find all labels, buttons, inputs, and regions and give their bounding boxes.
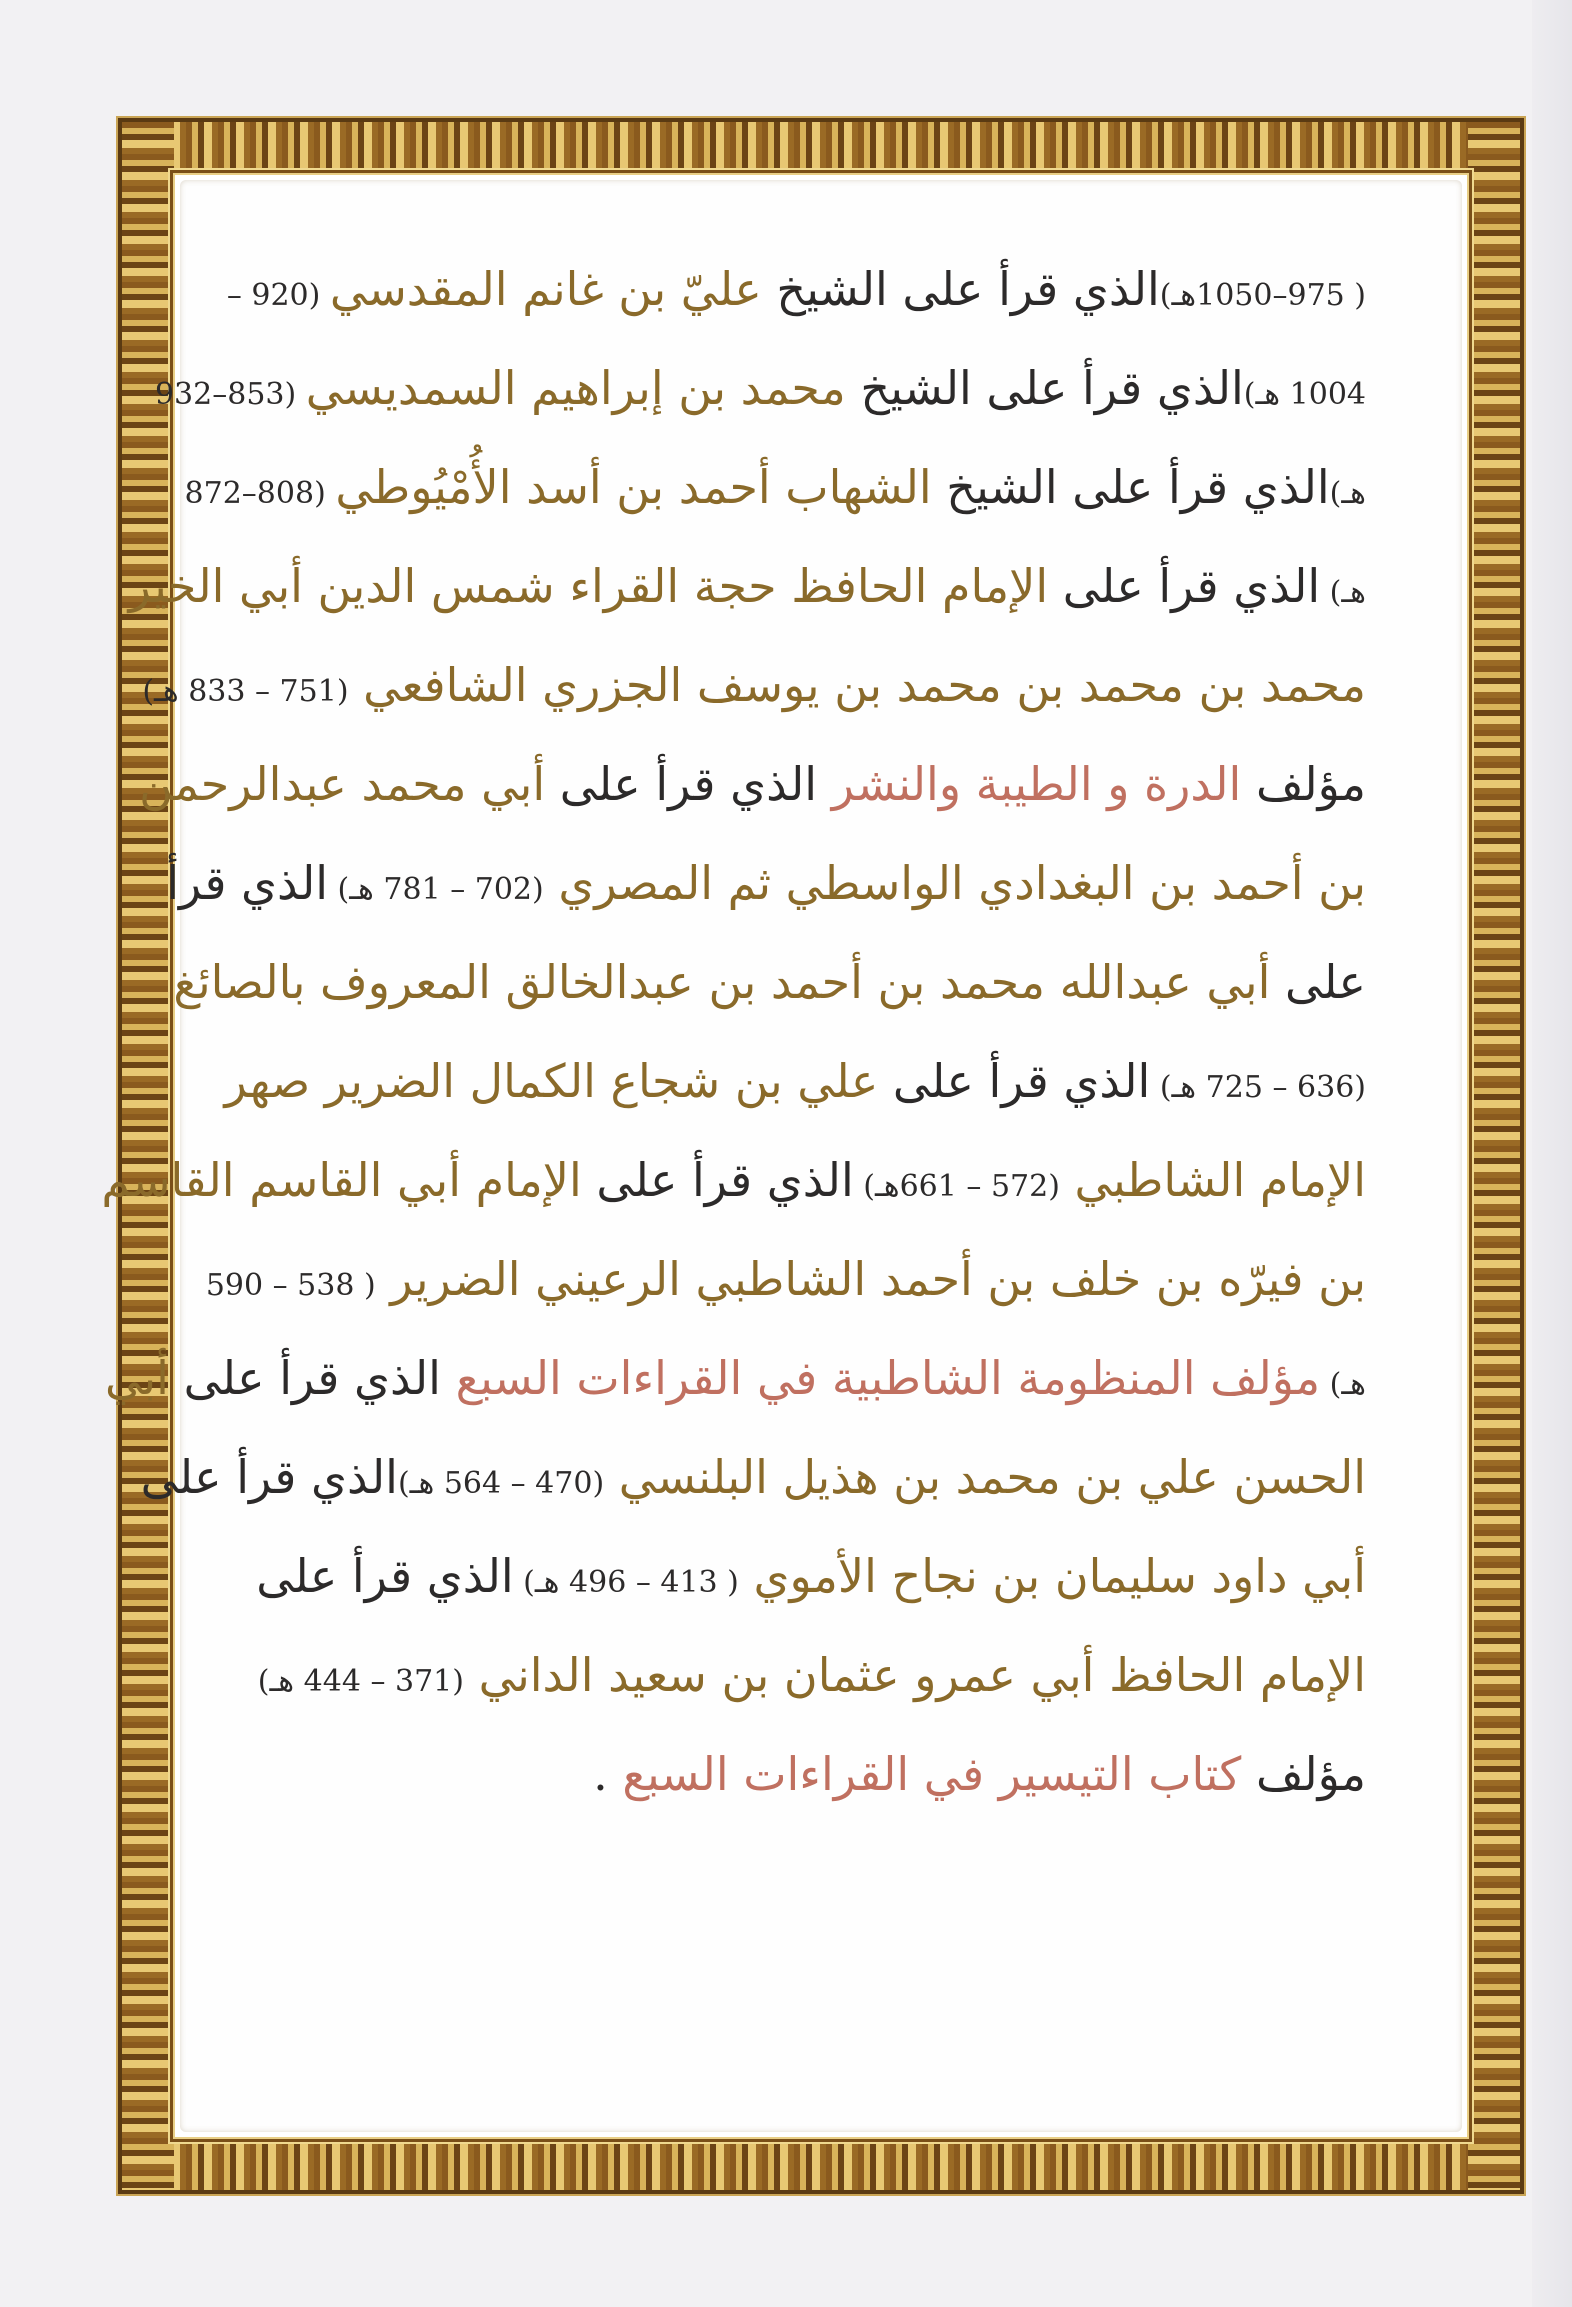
text-segment: مؤلف xyxy=(1241,1747,1366,1801)
date-range: (636 – 725 هـ) xyxy=(1150,1070,1366,1105)
text-line xyxy=(226,240,1366,339)
text-segment: الذي قرأ على الشيخ xyxy=(845,361,1244,415)
text-segment: . xyxy=(593,1747,623,1801)
text-segment: على xyxy=(1270,955,1366,1009)
text-segment: الذي قرأ على xyxy=(1048,559,1321,613)
text-segment: علي بن شجاع الكمال الضرير صهر xyxy=(224,1054,879,1108)
text-line xyxy=(154,339,1366,438)
text-line xyxy=(166,834,1366,933)
text-line xyxy=(173,933,1366,1032)
text-segment: الذي قرأ على الشيخ xyxy=(931,460,1330,514)
text-segment: الإمام الحافظ أبي عمرو عثمان بن سعيد الداني xyxy=(463,1648,1366,1702)
date-range: هـ) xyxy=(1320,575,1366,610)
text-line xyxy=(140,1428,1366,1527)
date-range: ( 538 – 590 xyxy=(205,1268,376,1303)
page-edge-shadow xyxy=(1532,0,1572,2307)
text-line xyxy=(105,1329,1366,1428)
date-range: (920 – xyxy=(226,278,330,313)
text-line xyxy=(184,438,1366,537)
frame-right-band xyxy=(1468,122,1520,2190)
text-line xyxy=(142,636,1366,735)
text-segment: أبي xyxy=(105,1351,169,1405)
text-segment: الذي قرأ على xyxy=(878,1054,1151,1108)
text-segment: محمد بن إبراهيم السمديسي xyxy=(305,361,846,415)
text-segment: الذي قرأ xyxy=(166,856,328,910)
book-title-highlight: الدرة و الطيبة والنشر xyxy=(831,757,1242,811)
date-range: (371 – 444 هـ) xyxy=(257,1664,464,1699)
date-range: (751 – 833 هـ) xyxy=(142,674,349,709)
text-segment: عليّ بن غانم المقدسي xyxy=(329,262,762,316)
text-line xyxy=(257,1626,1366,1725)
text-segment: بن فيرّه بن خلف بن أحمد الشاطبي الرعيني الضرير xyxy=(375,1252,1366,1306)
text-line xyxy=(128,537,1366,636)
text-segment: أبي داود سليمان بن نجاح الأموي xyxy=(738,1549,1366,1603)
book-title-highlight: مؤلف المنظومة الشاطبية في القراءات السبع xyxy=(455,1351,1321,1405)
text-segment: الشهاب أحمد بن أسد الأُمْيُوطي xyxy=(335,460,932,514)
text-segment: الحسن علي بن محمد بن هذيل البلنسي xyxy=(604,1450,1366,1504)
text-segment: الذي قرأ على الشيخ xyxy=(761,262,1160,316)
chain-of-narration-text xyxy=(101,240,1366,1824)
date-range: 1004 هـ) xyxy=(1243,377,1366,412)
text-segment: مؤلف xyxy=(1241,757,1366,811)
text-segment: الذي قرأ على xyxy=(168,1351,456,1405)
date-range: (808–872 xyxy=(184,476,336,511)
text-line xyxy=(139,735,1366,834)
text-segment: الإمام الحافظ حجة القراء شمس الدين أبي الخير xyxy=(128,559,1049,613)
date-range: ( 413 – 496 هـ) xyxy=(513,1565,739,1600)
text-line xyxy=(101,1131,1366,1230)
text-line xyxy=(270,1725,1366,1824)
text-segment: الإمام الشاطبي xyxy=(1059,1153,1366,1207)
text-line xyxy=(205,1230,1366,1329)
date-range: (853–932 xyxy=(154,377,306,412)
text-line xyxy=(256,1527,1366,1626)
ornamental-gold-frame xyxy=(101,118,1524,2194)
text-segment: الذي قرأ على xyxy=(140,1450,398,1504)
text-segment: الذي قرأ على xyxy=(256,1549,514,1603)
text-segment: محمد بن محمد بن محمد بن يوسف الجزري الشافعي xyxy=(348,658,1366,712)
text-segment: الذي قرأ على xyxy=(545,757,832,811)
book-title-highlight: كتاب التيسير في القراءات السبع xyxy=(622,1747,1242,1801)
date-range: (572 – 661هـ) xyxy=(853,1169,1060,1204)
text-segment: أبي محمد عبدالرحمن xyxy=(139,757,546,811)
date-range: هـ) xyxy=(1329,476,1366,511)
date-range: هـ) xyxy=(1320,1367,1366,1402)
text-segment: الإمام أبي القاسم القاسم xyxy=(101,1153,582,1207)
text-segment: أبي عبدالله محمد بن أحمد بن عبدالخالق المعروف بالصائغ xyxy=(173,955,1271,1009)
text-line xyxy=(224,1032,1366,1131)
date-range: (470 – 564 هـ) xyxy=(397,1466,605,1501)
date-range: (702 – 781 هـ) xyxy=(328,872,544,907)
text-panel xyxy=(101,180,1462,2132)
text-segment: الذي قرأ على xyxy=(581,1153,854,1207)
text-segment: بن أحمد بن البغدادي الواسطي ثم المصري xyxy=(543,856,1366,910)
date-range: ( 975–1050هـ) xyxy=(1159,278,1366,313)
